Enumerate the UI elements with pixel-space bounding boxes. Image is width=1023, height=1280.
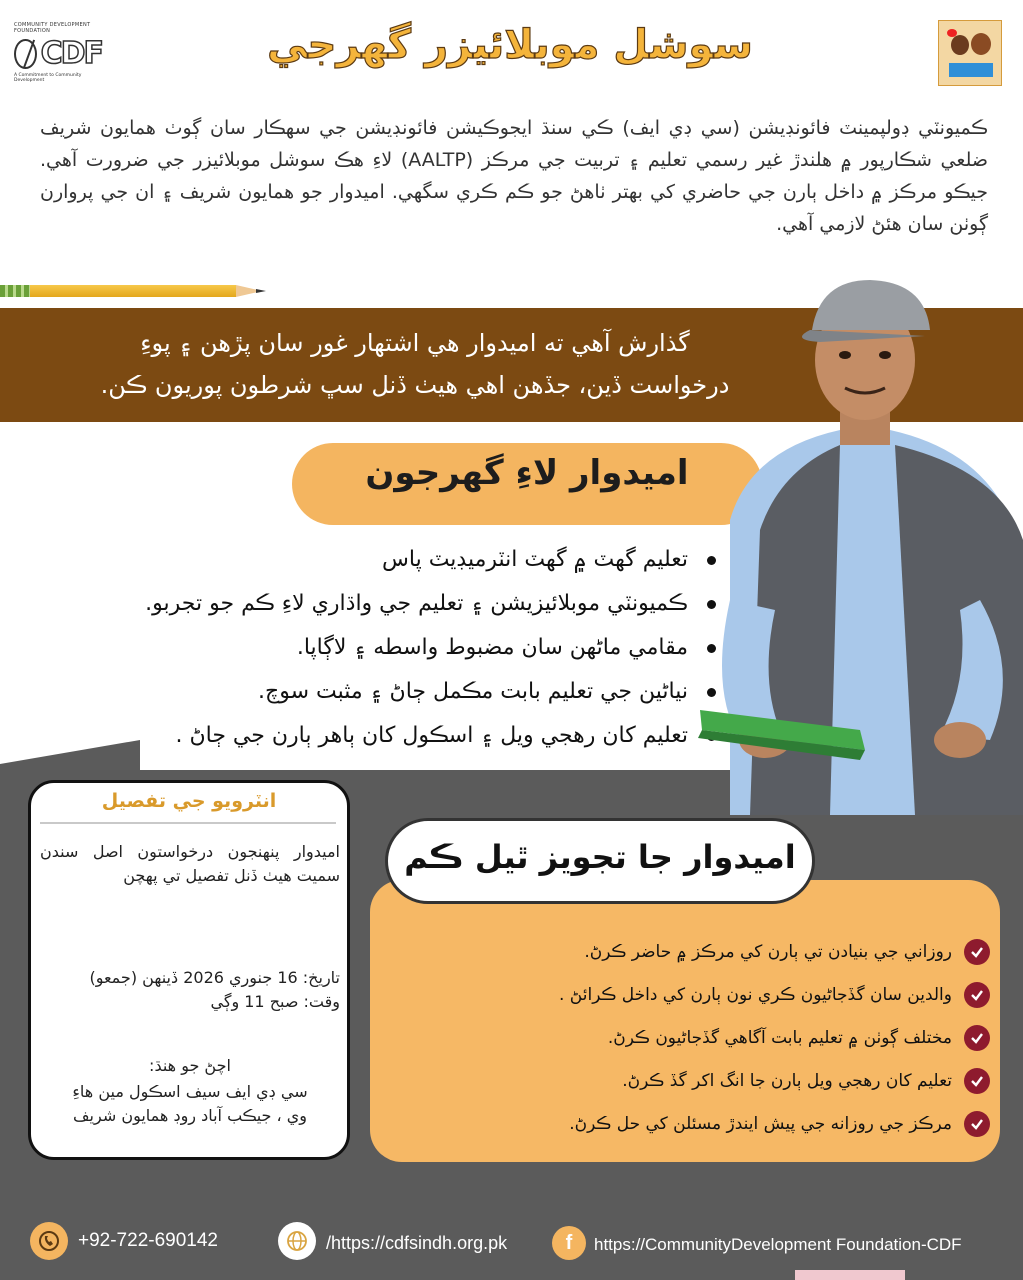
requirements-title: اميدوار لاءِ گهرجون <box>365 453 689 493</box>
requirements-list <box>10 538 720 758</box>
cdf-logo-topline: COMMUNITY DEVELOPMENT FOUNDATION <box>14 22 91 34</box>
duty-text: تعليم کان رهجي ويل ٻارن جا انگ اکر گڏ ڪرڻ. <box>622 1070 952 1091</box>
interview-time: وقت: صبح 11 وڳي <box>210 992 340 1011</box>
check-icon <box>964 1111 990 1137</box>
check-icon <box>964 982 990 1008</box>
venue-line-2: وي ، جيڪب آباد روڊ همايون شريف <box>72 1106 307 1125</box>
phone-icon[interactable] <box>30 1222 68 1260</box>
duties-list <box>400 930 990 1145</box>
list-item <box>400 1102 990 1145</box>
children-reading-logo-icon <box>938 20 1002 86</box>
interview-venue <box>40 1080 340 1128</box>
pencil-icon <box>0 282 272 298</box>
list-item: ڪميونٽي موبلائيزيشن ۽ تعليم جي واڌاري لاءِ ڪم جو تجربو. <box>10 582 720 626</box>
notice-line-1: گذارش آهي ته اميدوار هي اشتهار غور سان پڙهن ۽ پوءِ <box>140 329 690 357</box>
interview-venue-heading: اچڻ جو هنڌ: <box>149 1056 231 1075</box>
interview-title: انٽرويو جي تفصيل <box>101 790 277 812</box>
duty-text: والدين سان گڏجاڻيون ڪري نون ٻارن کي داخل ڪرائڻ . <box>558 984 952 1005</box>
interview-body: اميدوار پنهنجون درخواستون اصل سندن سميت هيٺ ڏنل تفصيل تي پهچن <box>40 842 340 885</box>
list-item <box>400 973 990 1016</box>
list-item: مقامي ماڻهن سان مضبوط واسطه ۽ لاڳاپا. <box>10 626 720 670</box>
list-item <box>400 930 990 973</box>
list-item: تعليم کان رهجي ويل ۽ اسڪول کان ٻاهر ٻارن جي ڄاڻ . <box>10 714 720 758</box>
cdf-globe-mark <box>14 39 37 69</box>
list-item <box>400 1016 990 1059</box>
man-photo <box>690 270 1023 815</box>
list-item <box>400 1059 990 1102</box>
cdf-logo-letters: CDF <box>40 36 102 71</box>
decorative-strip <box>795 1270 905 1280</box>
intro-paragraph: ڪميونٽي ڊولپمينٽ فائونڊيشن (سي ڊي ايف) ڪي سنڌ ايجوڪيشن فائونڊيشن جي سهڪار سان ڳوٺ همايون شريف ضلعي شڪارپور ۾ هلندڙ غير رسمي تعليم ۽ تربيت جي مرڪز (AALTP) لاءِ هڪ سوشل موبلائيزر جي ضرورت آهي. جيڪو مرڪز ۾ داخل ٻارن جي حاضري کي بهتر ٺاهڻ جو ڪم ڪري سگهي. اميدوار جو همايون شريف ۽ ان جي پروارن ڳوٺن سان هئڻ لازمي آهي. <box>40 117 988 235</box>
facebook-icon[interactable]: f <box>552 1226 586 1260</box>
notice-line-2: درخواست ڏين، جڏهن اهي هيٺ ڏنل سڀ شرطون پوريون ڪن. <box>100 371 730 399</box>
list-item: نياڻين جي تعليم بابت مڪمل ڄاڻ ۽ مثبت سوچ. <box>10 670 720 714</box>
divider <box>40 822 336 824</box>
globe-icon[interactable] <box>278 1222 316 1260</box>
phone-number[interactable]: +92-722-690142 <box>78 1230 218 1251</box>
check-icon <box>964 939 990 965</box>
venue-line-1: سي ڊي ايف سيف اسڪول مين هاءِ <box>72 1082 308 1101</box>
page-title: سوشل موبلائيزر گھرجي <box>267 22 753 68</box>
cdf-logo-icon <box>14 22 102 83</box>
duty-text: مختلف ڳوٺن ۾ تعليم بابت آگاهي گڏجاڻيون ڪرڻ. <box>607 1028 952 1048</box>
interview-date: تاريخ: 16 جنوري 2026 ڏينهن (جمعو) <box>89 968 340 987</box>
duty-text: مرڪز جي روزانه جي پيش ايندڙ مسئلن کي حل ڪرڻ. <box>569 1113 952 1134</box>
website-link[interactable]: /https://cdfsindh.org.pk <box>326 1233 508 1253</box>
list-item: تعليم گهٽ ۾ گهٽ انٽرميڊيٽ پاس <box>10 538 720 582</box>
duties-title: اميدوار جا تجويز ٿيل ڪم <box>404 838 796 876</box>
check-icon <box>964 1025 990 1051</box>
interview-schedule <box>40 966 340 1014</box>
cdf-logo-subline: A Commitment to Community Development <box>14 73 82 83</box>
notice-text <box>30 322 800 406</box>
facebook-link[interactable]: https://CommunityDevelopment Foundation-CDF <box>594 1235 962 1254</box>
duty-text: روزاني جي بنيادن تي ٻارن کي مرڪز ۾ حاضر ڪرڻ. <box>584 942 952 962</box>
check-icon <box>964 1068 990 1094</box>
